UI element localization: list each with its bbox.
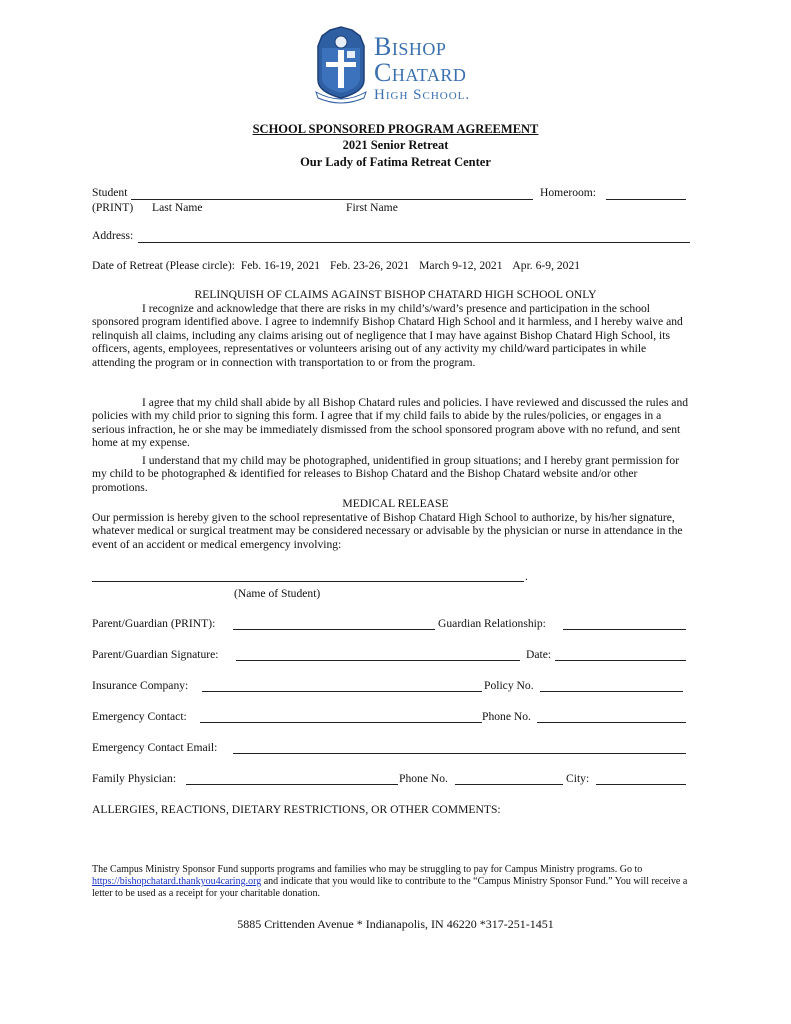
retreat-date-row (92, 259, 580, 272)
physician-phone-field[interactable] (455, 784, 563, 785)
school-crest-icon (312, 26, 370, 104)
retreat-date-label: Date of Retreat (Please circle): (92, 259, 235, 272)
phone-no-field[interactable] (537, 722, 686, 723)
city-field[interactable] (596, 784, 686, 785)
city-label: City: (566, 772, 590, 785)
family-physician-label: Family Physician: (92, 772, 177, 785)
sponsor-fund-note (92, 864, 692, 900)
policy-no-field[interactable] (540, 691, 683, 692)
logo-line-1: Bishop (374, 32, 447, 61)
last-name-label: Last Name (152, 201, 203, 214)
insurance-company-label: Insurance Company: (92, 679, 189, 692)
date-field[interactable] (555, 660, 686, 661)
document-subtitle-event: 2021 Senior Retreat (342, 138, 449, 152)
parent-signature-field[interactable] (236, 660, 520, 661)
insurance-company-field[interactable] (202, 691, 482, 692)
print-label: (PRINT) (92, 201, 134, 214)
emergency-contact-label: Emergency Contact: (92, 710, 187, 723)
guardian-relationship-field[interactable] (563, 629, 686, 630)
document-subtitle-location: Our Lady of Fatima Retreat Center (300, 155, 491, 169)
phone-no-label: Phone No. (482, 710, 531, 723)
school-address: 5885 Crittenden Avenue * Indianapolis, IN 46220 *317-251-1451 (237, 917, 554, 931)
name-of-student-label: (Name of Student) (234, 587, 321, 600)
parent-print-label: Parent/Guardian (PRINT): (92, 617, 216, 630)
parent-signature-label: Parent/Guardian Signature: (92, 648, 219, 661)
sponsor-fund-link[interactable]: https://bishopchatard.thankyou4caring.org (92, 876, 262, 887)
address-field[interactable] (138, 242, 690, 243)
date-label: Date: (526, 648, 552, 661)
relinquish-paragraph-1: I recognize and acknowledge that there are risks in my child’s/ward’s presence and participation in the school sponsored program identified above. I agree to indemnify Bishop Chatard High School and it harmless, and I hereby waive and relinquish all claims, including any claims arising out of negligence that I may have against Bishop Chatard High School, its officers, agents, employees, representatives or volunteers arising out of any activity my child/ward participates in while attending the program or in connection with transportation to or from the program. (92, 302, 683, 369)
document-title: SCHOOL SPONSORED PROGRAM AGREEMENT (252, 122, 539, 136)
relinquish-heading: RELINQUISH OF CLAIMS AGAINST BISHOP CHATARD HIGH SCHOOL ONLY (194, 288, 597, 301)
emergency-contact-field[interactable] (200, 722, 482, 723)
allergies-label: ALLERGIES, REACTIONS, DIETARY RESTRICTIONS, OR OTHER COMMENTS: (92, 803, 501, 816)
physician-phone-label: Phone No. (399, 772, 448, 785)
policy-no-label: Policy No. (484, 679, 534, 692)
period-mark: . (525, 570, 528, 583)
student-name-field[interactable] (131, 199, 533, 200)
homeroom-field[interactable] (606, 199, 686, 200)
family-physician-field[interactable] (186, 784, 398, 785)
retreat-date-option[interactable]: Apr. 6-9, 2021 (512, 259, 581, 272)
relinquish-paragraph-2: I agree that my child shall abide by all Bishop Chatard rules and policies. I have reviewed and discussed the rules and policies with my child prior to signing this form. I agree that if my child fails to abide by the rules/policies, or engages in a serious infraction, he or she may be immediately dismissed from the school sponsored program above with no refund, and sent home at my expense. (92, 396, 689, 450)
medical-release-paragraph: Our permission is hereby given to the school representative of Bishop Chatard High School to authorize, by his/her signature, whatever medical or surgical treatment may be considered necessary or advisable by the physician or nurse in attendance in the event of an accident or medical emergency involving: (92, 511, 683, 551)
school-logo (312, 26, 487, 106)
relinquish-paragraph-3: I understand that my child may be photographed, unidentified in group situations; and I hereby grant permission for my child to be photographed & identified for releases to Bishop Chatard and the Bishop Chatard website and/or other promotions. (92, 454, 680, 494)
student-label: Student (92, 186, 128, 199)
parent-print-field[interactable] (233, 629, 435, 630)
first-name-label: First Name (346, 201, 398, 214)
retreat-date-option[interactable]: Feb. 16-19, 2021 (240, 259, 321, 272)
emergency-email-label: Emergency Contact Email: (92, 741, 218, 754)
sponsor-fund-text-continued: and indicate that you would like to contribute to the “Campus Ministry Sponsor Fund.” You will receive a letter to be used as a receipt for your charitable donation. (92, 876, 688, 899)
retreat-date-option[interactable]: March 9-12, 2021 (419, 259, 503, 272)
emergency-email-field[interactable] (233, 753, 686, 754)
medical-release-heading: MEDICAL RELEASE (342, 497, 449, 510)
retreat-date-option[interactable]: Feb. 23-26, 2021 (329, 259, 410, 272)
logo-line-2: Chatard (374, 58, 467, 87)
logo-line-3: High School. (374, 87, 471, 103)
student-name-signature-field[interactable] (92, 581, 524, 582)
sponsor-fund-text: The Campus Ministry Sponsor Fund supports programs and families who may be struggling to pay for Campus Ministry programs. Go to (92, 864, 643, 875)
homeroom-label: Homeroom: (540, 186, 597, 199)
address-label: Address: (92, 229, 134, 242)
guardian-relationship-label: Guardian Relationship: (438, 617, 546, 630)
